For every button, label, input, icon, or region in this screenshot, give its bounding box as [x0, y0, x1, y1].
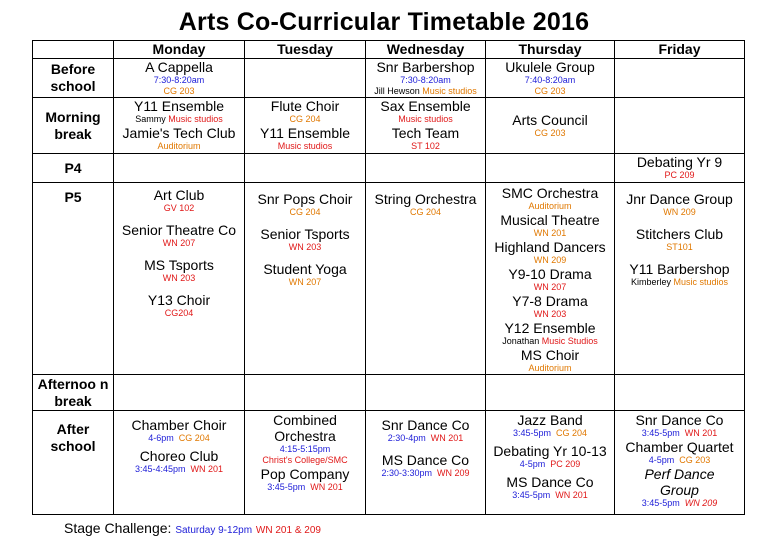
event-time: 3:45-5pm: [641, 498, 680, 508]
event-room: ST 102: [411, 141, 440, 151]
event-room: Music studios: [398, 114, 453, 124]
event-room: WN 209: [533, 255, 567, 265]
event-time: 4:15-5:15pm: [279, 444, 331, 454]
event-name: Student Yoga: [263, 261, 347, 277]
page-title: Arts Co-Curricular Timetable 2016: [178, 8, 590, 36]
event-name: Debating Yr 10-13: [493, 443, 607, 459]
cell-p5-tue: [245, 183, 366, 375]
event-time: 3:45-5pm: [267, 482, 306, 492]
event-room: Music studios: [168, 114, 223, 124]
row-p4: [33, 154, 745, 183]
event-time: 4-5pm: [648, 455, 675, 465]
event-teacher: Jonathan: [502, 336, 540, 346]
event-name: Group: [660, 482, 699, 498]
event-teacher: Jill Hewson: [374, 86, 420, 96]
cell-afternoon-wed: [366, 375, 486, 411]
cell-before-wed: [366, 59, 486, 98]
event-room: ST101: [666, 242, 693, 252]
event-name: Stitchers Club: [635, 226, 724, 242]
cell-before-fri: [615, 59, 745, 98]
day-wednesday: Wednesday: [366, 41, 486, 59]
event-time: 7:30-8:20am: [400, 75, 451, 85]
event-room: Auditorium: [528, 363, 572, 373]
event-name: Art Club: [153, 187, 205, 203]
cell-p5-thu: [486, 183, 615, 375]
row-afternoon-break: [33, 375, 745, 411]
cell-morning-wed: [366, 98, 486, 154]
event-room: CG 204: [409, 207, 442, 217]
footer-time: Saturday 9-12pm: [175, 525, 253, 536]
cell-afternoon-tue: [245, 375, 366, 411]
event-name: Perf Dance: [644, 466, 715, 482]
timetable: [32, 40, 745, 515]
event-time: 7:40-8:20am: [524, 75, 576, 85]
event-name: MS Tsports: [144, 257, 214, 273]
cell-morning-mon: [114, 98, 245, 154]
event-name: Tech Team: [391, 125, 460, 141]
cell-morning-fri: [615, 98, 745, 154]
cell-p4-fri: [615, 154, 745, 183]
event-room: CG 203: [163, 86, 195, 96]
event-name: Snr Dance Co: [381, 417, 470, 433]
event-room: Auditorium: [528, 201, 572, 211]
event-room: Auditorium: [157, 141, 201, 151]
cell-afternoon-thu: [486, 375, 615, 411]
event-name: Musical Theatre: [500, 212, 600, 228]
event-teacher: Kimberley: [630, 277, 671, 287]
event-name: Combined: [273, 412, 337, 428]
event-name: Choreo Club: [139, 448, 219, 464]
row-label-after-school: After school: [33, 411, 114, 515]
event-room: WN 201: [684, 428, 718, 438]
event-room: WN 203: [288, 242, 322, 252]
event-room: WN 201: [190, 464, 224, 474]
cell-p4-thu: [486, 154, 615, 183]
cell-p4-tue: [245, 154, 366, 183]
cell-p4-wed: [366, 154, 486, 183]
event-name: Orchestra: [274, 428, 336, 444]
header-row: [33, 41, 745, 59]
event-room: WN 201: [555, 490, 588, 500]
event-room: Music studios: [422, 86, 477, 96]
event-room: GV 102: [163, 203, 195, 213]
row-label-p4: P4: [33, 154, 114, 183]
event-room: WN 201: [310, 482, 343, 492]
event-name: Jazz Band: [517, 412, 583, 428]
event-name: Y13 Choir: [147, 292, 211, 308]
event-name: Pop Company: [260, 466, 350, 482]
event-room: CG 204: [289, 114, 321, 124]
event-room: CG204: [164, 308, 194, 318]
row-p5: [33, 183, 745, 375]
event-room: Music Studios: [541, 336, 598, 346]
event-room: CG 203: [534, 128, 566, 138]
event-time: 3:45-5pm: [512, 490, 551, 500]
event-teacher: Sammy: [135, 114, 166, 124]
event-time: 4-5pm: [519, 459, 546, 469]
event-name: Y11 Barbershop: [629, 261, 730, 277]
event-location: Christ's College/SMC: [262, 455, 348, 465]
event-room: CG 204: [289, 207, 321, 217]
event-name: String Orchestra: [374, 191, 477, 207]
event-name: MS Choir: [520, 347, 580, 363]
row-label-before-school: Before school: [33, 59, 114, 98]
cell-morning-tue: [245, 98, 366, 154]
event-name: Snr Barbershop: [376, 59, 475, 75]
cell-before-mon: [114, 59, 245, 98]
stage-challenge-note: [64, 520, 321, 536]
event-room: WN 209: [437, 468, 470, 478]
event-name: Ukulele Group: [505, 59, 595, 75]
event-name: Y7-8 Drama: [512, 293, 588, 309]
event-room: WN 201: [430, 433, 464, 443]
event-room: WN 207: [162, 238, 196, 248]
event-time: 2:30-4pm: [387, 433, 426, 443]
event-name: MS Dance Co: [506, 474, 594, 490]
event-name: Senior Theatre Co: [121, 222, 237, 238]
event-time: 2:30-3:30pm: [381, 468, 432, 478]
event-time: 7:30-8:20am: [153, 75, 205, 85]
row-label-morning-break: Morning break: [33, 98, 114, 154]
event-name: Jamie's Tech Club: [122, 125, 236, 141]
event-name: Debating Yr 9: [636, 154, 723, 170]
event-name: Y11 Ensemble: [259, 125, 350, 141]
event-room: CG 204: [556, 428, 588, 438]
event-room: WN 201: [533, 228, 567, 238]
corner-cell: [33, 41, 114, 59]
event-room: Music studios: [673, 277, 729, 287]
event-room: WN 209: [663, 207, 696, 217]
event-name: MS Dance Co: [381, 452, 470, 468]
cell-morning-thu: [486, 98, 615, 154]
event-name: Y12 Ensemble: [504, 320, 596, 336]
cell-p5-mon: [114, 183, 245, 375]
day-thursday: Thursday: [486, 41, 615, 59]
cell-afternoon-fri: [615, 375, 745, 411]
row-after-school: [33, 411, 745, 515]
event-room: WN 203: [533, 309, 567, 319]
event-name: Snr Pops Choir: [257, 191, 353, 207]
event-room: CG 203: [679, 455, 711, 465]
cell-after-thu: [486, 411, 615, 515]
cell-afternoon-mon: [114, 375, 245, 411]
cell-after-wed: [366, 411, 486, 515]
cell-p5-fri: [615, 183, 745, 375]
event-time: 3:45-4:45pm: [134, 464, 186, 474]
event-room: WN 207: [288, 277, 322, 287]
footer-room: WN 201 & 209: [255, 525, 321, 536]
event-room: WN 203: [162, 273, 196, 283]
event-room: Music studios: [277, 141, 333, 151]
day-monday: Monday: [114, 41, 245, 59]
row-morning-break: [33, 98, 745, 154]
event-room: CG 204: [178, 433, 210, 443]
event-name: Snr Dance Co: [635, 412, 724, 428]
event-name: Y11 Ensemble: [133, 98, 224, 114]
event-name: SMC Orchestra: [501, 185, 599, 201]
event-name: Highland Dancers: [494, 239, 606, 255]
event-name: Jnr Dance Group: [626, 191, 733, 207]
row-label-p5: P5: [33, 183, 114, 375]
event-room: WN 209: [684, 498, 718, 508]
event-name: A Cappella: [145, 59, 213, 75]
cell-after-fri: [615, 411, 745, 515]
event-time: 3:45-5pm: [512, 428, 551, 438]
day-friday: Friday: [615, 41, 745, 59]
event-room: CG 203: [534, 86, 566, 96]
event-name: Flute Choir: [270, 98, 340, 114]
footer-label: Stage Challenge:: [64, 520, 172, 536]
event-room: PC 209: [664, 170, 695, 180]
row-before-school: [33, 59, 745, 98]
event-time: 3:45-5pm: [641, 428, 680, 438]
event-name: Chamber Choir: [131, 417, 227, 433]
cell-before-tue: [245, 59, 366, 98]
row-label-afternoon-break: Afternoo n break: [33, 375, 114, 411]
cell-p4-mon: [114, 154, 245, 183]
event-name: Arts Council: [512, 112, 588, 128]
event-name: Sax Ensemble: [380, 98, 471, 114]
event-time: 4-6pm: [148, 433, 174, 443]
day-tuesday: Tuesday: [245, 41, 366, 59]
event-name: Chamber Quartet: [625, 439, 734, 455]
event-room: WN 207: [533, 282, 567, 292]
cell-after-mon: [114, 411, 245, 515]
event-room: PC 209: [550, 459, 581, 469]
cell-before-thu: [486, 59, 615, 98]
event-name: Senior Tsports: [260, 226, 350, 242]
cell-after-tue: [245, 411, 366, 515]
event-name: Y9-10 Drama: [508, 266, 592, 282]
cell-p5-wed: [366, 183, 486, 375]
